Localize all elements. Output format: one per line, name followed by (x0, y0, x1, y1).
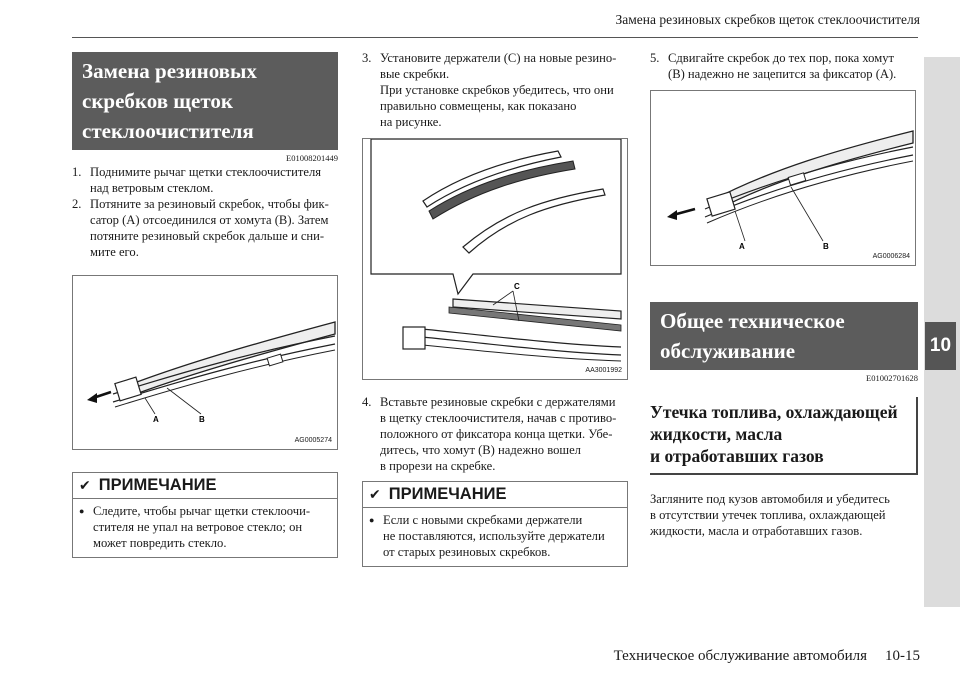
section-title-general-maintenance: Общее техническое обслуживание (650, 302, 918, 370)
label-c: C (514, 282, 520, 291)
figure-blade-slide (650, 90, 916, 266)
figure-blade-removal (72, 275, 338, 450)
note-header: ✔ ПРИМЕЧАНИЕ (363, 482, 627, 508)
label-a: A (153, 415, 159, 424)
footer-chapter-title: Техническое обслуживание автомобиля (613, 648, 867, 664)
bullet-icon: ● (79, 506, 85, 516)
column-2 (362, 50, 628, 567)
section-code: E01002701628 (866, 373, 918, 383)
wiper-slide-illustration (651, 91, 915, 265)
step-4: 4. Вставьте резиновые скребки с держателями в щетку стеклоочистителя, начав с противо- положного от фиксатора конца щетки. Убе- дитесь, что хомут (B) надежно вошел в прорези на скребке. (362, 395, 617, 473)
bullet-icon: ● (369, 515, 375, 525)
chapter-number-badge: 10 (925, 322, 956, 370)
step-1: 1. Поднимите рычаг щетки стеклоочистителя над ветровым стеклом. (72, 165, 322, 195)
column-3 (650, 50, 918, 539)
note-box-1 (72, 472, 338, 558)
rubber-insert-illustration (363, 139, 627, 379)
section-title-wiper-blades: Замена резиновых скребков щеток стеклоочистителя (72, 52, 338, 150)
label-b: B (199, 415, 205, 424)
header-rule (72, 37, 918, 38)
figure-holder-install (362, 138, 628, 380)
page-footer (614, 648, 920, 665)
note-box-2 (362, 481, 628, 567)
running-header: Замена резиновых скребков щеток стеклоочистителя (615, 12, 920, 27)
check-icon: ✔ (79, 477, 91, 493)
note-header: ✔ ПРИМЕЧАНИЕ (73, 473, 337, 499)
label-b: B (823, 242, 829, 251)
subsection-title-leaks: Утечка топлива, охлаждающей жидкости, масла и отработавших газов (650, 397, 918, 475)
leak-check-paragraph: Загляните под кузов автомобиля и убедитесь в отсутствии утечек топлива, охлаждающей жидкости, масла и отработавших газов. (650, 492, 890, 538)
note-body: ● Если с новыми скребками держатели не поставляются, используйте держатели от старых резиновых скребков. (369, 513, 605, 559)
figure-code: AG0006284 (872, 253, 910, 260)
figure-code: AA3001992 (585, 367, 622, 374)
note-body: ● Следите, чтобы рычаг щетки стеклоочи- стителя не упал на ветровое стекло; он может повредить стекло. (79, 504, 311, 550)
step-3: 3. Установите держатели (C) на новые резино- вые скребки. При установке скребков убедитесь, что они правильно совмещены, как показано на рисунке. (362, 51, 617, 129)
section-code: E01008201449 (286, 153, 338, 163)
step-5: 5. Сдвигайте скребок до тех пор, пока хомут (B) надежно не зацепится за фиксатор (A). (650, 51, 897, 81)
step-2: 2. Потяните за резиновый скребок, чтобы фик- сатор (A) отсоединился от хомута (B). Затем потяните резиновый скребок дальше и сни- мите его. (72, 197, 329, 259)
page-number: 10-15 (885, 648, 920, 664)
label-a: A (739, 242, 745, 251)
check-icon: ✔ (369, 486, 381, 502)
column-1 (72, 52, 338, 558)
wiper-blade-illustration (73, 276, 337, 449)
figure-code: AG0005274 (294, 437, 332, 444)
